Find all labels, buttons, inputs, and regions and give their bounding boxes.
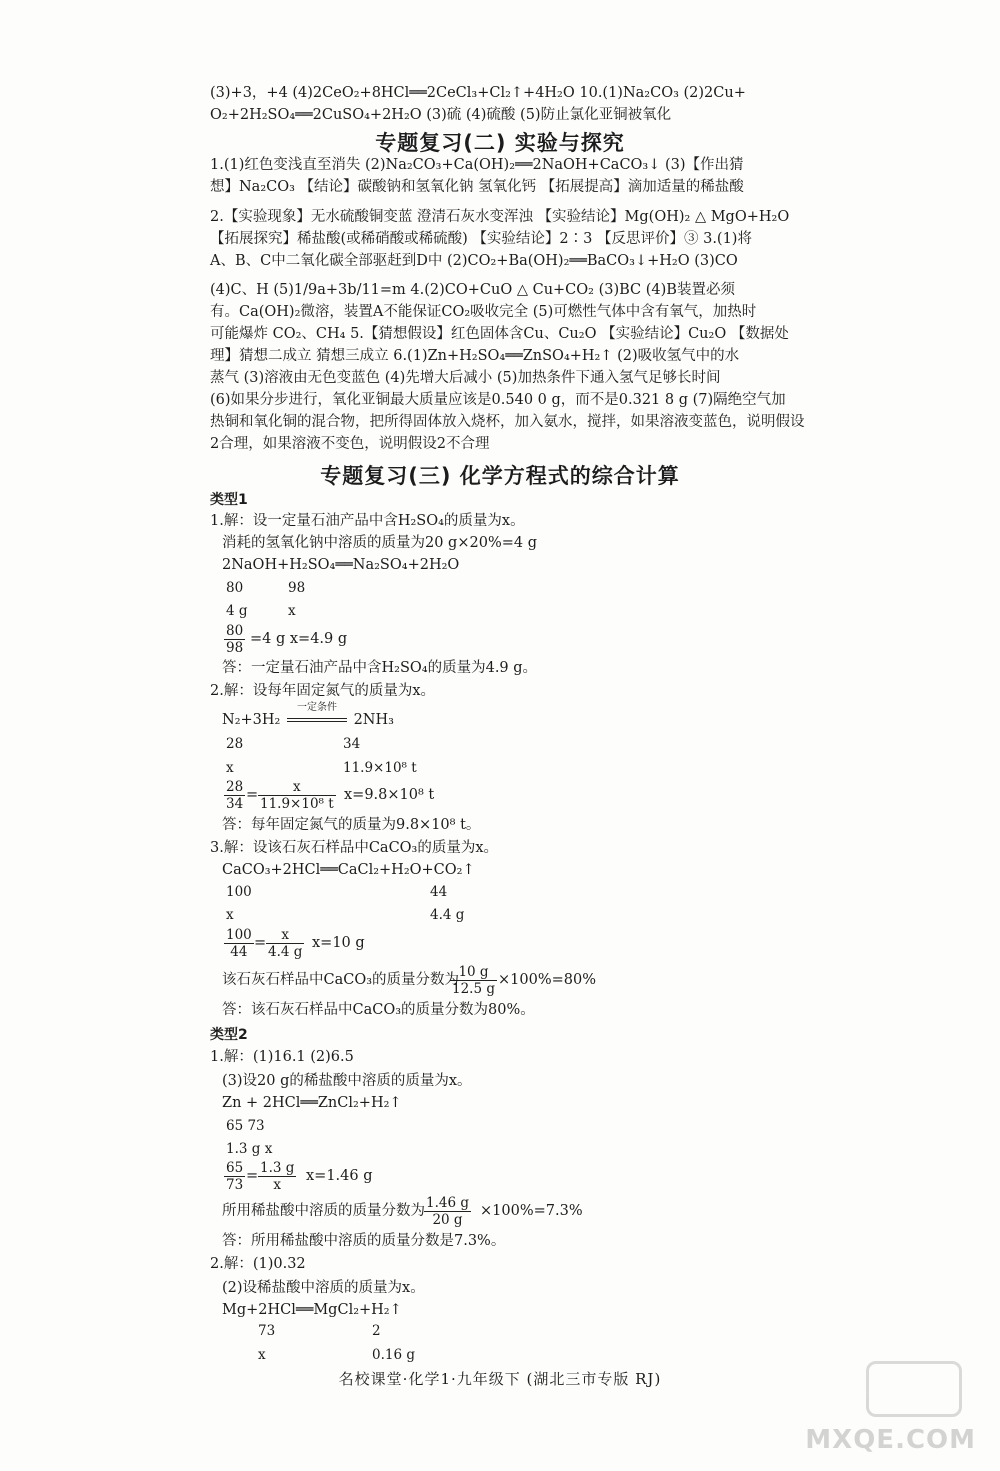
fraction-numerator: 28	[226, 779, 244, 795]
proportion-fraction	[224, 1160, 245, 1193]
answer-statement: 答：一定量石油产品中含H₂SO₄的质量为4.9 g。	[222, 660, 538, 676]
section-heading: 专题复习(三) 化学方程式的综合计算	[320, 464, 680, 488]
quantity: 4 g	[226, 603, 248, 619]
fraction-numerator: 1.3 g	[260, 1160, 295, 1176]
molar-mass: 2	[372, 1323, 381, 1339]
answer-line: 2.【实验现象】无水硫酸铜变蓝 澄清石灰水变浑浊 【实验结论】Mg(OH)₂ △ MgO+H₂O	[210, 209, 790, 225]
answer-line: 蒸气 (3)溶液由无色变蓝色 (4)先增大后减小 (5)加热条件下通入氢气足够长时间	[210, 370, 721, 386]
answer-line: 理】猜想二成立 猜想三成立 6.(1)Zn+H₂SO₄══ZnSO₄+H₂↑ (2)吸收氢气中的水	[210, 348, 740, 364]
answer-line: (4)C、H (5)1/9a+3b/11=m 4.(2)CO+CuO △ Cu+CO₂ (3)BC (4)B装置必须	[210, 282, 735, 298]
section-heading: 专题复习(二) 实验与探究	[375, 131, 625, 155]
quantity: x	[288, 603, 296, 619]
molar-mass: 65 73	[226, 1118, 265, 1134]
answer-line: 【拓展探究】稀盐酸(或稀硝酸或稀硫酸) 【实验结论】2∶3 【反思评价】③ 3.(1)将	[210, 231, 752, 247]
mass-fraction-result: ×100%=7.3%	[480, 1203, 583, 1219]
fraction-denominator: 4.4 g	[268, 944, 303, 960]
fraction-denominator: 12.5 g	[452, 981, 495, 997]
solution-line: (3)设20 g的稀盐酸中溶质的质量为x。	[222, 1073, 472, 1089]
answer-line: (6)如果分步进行，氧化亚铜最大质量应该是0.540 0 g，而不是0.321 8 g (7)隔绝空气加	[210, 392, 786, 408]
molar-mass: 100	[226, 884, 252, 900]
answer-statement: 答：所用稀盐酸中溶质的质量分数是7.3%。	[222, 1233, 506, 1249]
solution-line: 3.解：设该石灰石样品中CaCO₃的质量为x。	[210, 840, 499, 856]
mass-fraction-line: 所用稀盐酸中溶质的质量分数为	[222, 1203, 425, 1219]
quantity: 11.9×10⁸ t	[343, 760, 417, 776]
type-label: 类型2	[210, 1027, 248, 1043]
molar-mass: 34	[343, 736, 361, 752]
molar-mass: 44	[430, 884, 448, 900]
quantity: x	[226, 907, 234, 923]
proportion-fraction	[266, 927, 304, 960]
fraction-numerator: x	[258, 779, 336, 796]
solution-line: 2.解：(1)0.32	[210, 1256, 306, 1272]
solution-line: 1.解：设一定量石油产品中含H₂SO₄的质量为x。	[210, 513, 525, 529]
answer-line: 有。Ca(OH)₂微溶，装置A不能保证CO₂吸收完全 (5)可燃性气体中含有氧气，加热时	[210, 304, 757, 320]
fraction-denominator: 98	[226, 640, 244, 656]
answer-line: 想】Na₂CO₃ 【结论】碳酸钠和氢氧化钠 氢氧化钙 【拓展提高】滴加适量的稀盐酸	[210, 179, 744, 195]
answer-statement: 答：该石灰石样品中CaCO₃的质量分数为80%。	[222, 1002, 535, 1018]
watermark-text: MXQE.COM	[805, 1425, 976, 1455]
fraction-denominator: 44	[230, 944, 248, 960]
type-label: 类型1	[210, 492, 248, 508]
proportion-fraction	[224, 927, 254, 960]
quantity: 0.16 g	[372, 1347, 415, 1363]
proportion-fraction	[258, 1160, 296, 1193]
fraction-denominator: 20 g	[432, 1212, 463, 1228]
answer-line: 2合理，如果溶液不变色，说明假设2不合理	[210, 436, 490, 452]
proportion-fraction	[224, 623, 245, 656]
mass-fraction	[424, 1195, 471, 1228]
equation: Zn + 2HCl══ZnCl₂+H₂↑	[222, 1095, 402, 1111]
mass-fraction-line: 该石灰石样品中CaCO₃的质量分数为	[222, 972, 460, 988]
molar-mass: 28	[226, 736, 244, 752]
molar-mass: 98	[288, 580, 306, 596]
watermark-badge-icon	[866, 1361, 962, 1417]
proportion-fraction	[224, 779, 245, 812]
molar-mass: 73	[258, 1323, 276, 1339]
fraction-numerator: 65	[226, 1160, 244, 1176]
answer-line: 1.(1)红色变浅直至消失 (2)Na₂CO₃+Ca(OH)₂══2NaOH+CaCO₃↓ (3)【作出猜	[210, 157, 744, 173]
equation: 2NaOH+H₂SO₄══Na₂SO₄+2H₂O	[222, 557, 460, 573]
mass-fraction-result: ×100%=80%	[498, 972, 596, 988]
mass-fraction	[450, 964, 497, 997]
answer-line: (3)+3，+4 (4)2CeO₂+8HCl══2CeCl₃+Cl₂↑+4H₂O 10.(1)Na₂CO₃ (2)2Cu+	[210, 85, 746, 101]
fraction-denominator: x	[273, 1177, 282, 1193]
quantity: x	[258, 1347, 266, 1363]
fraction-numerator: x	[266, 927, 304, 944]
equation-right: 2NH₃	[353, 712, 394, 728]
fraction-numerator: 10 g	[450, 964, 497, 981]
answer-line: A、B、C中二氧化碳全部驱赶到D中 (2)CO₂+Ba(OH)₂══BaCO₃↓+H₂O (3)CO	[210, 253, 738, 269]
solution-line: 1.解：(1)16.1 (2)6.5	[210, 1049, 354, 1065]
answer-line: O₂+2H₂SO₄══2CuSO₄+2H₂O (3)硫 (4)硫酸 (5)防止氯化亚铜被氧化	[210, 107, 672, 123]
equation-left: N₂+3H₂	[222, 712, 281, 728]
solution-result: =4 g x=4.9 g	[250, 631, 348, 647]
quantity: 4.4 g	[430, 907, 465, 923]
solution-result: x=1.46 g	[306, 1168, 373, 1184]
reaction-condition: 一定条件	[296, 702, 337, 713]
equation: CaCO₃+2HCl══CaCl₂+H₂O+CO₂↑	[222, 862, 475, 878]
fraction-denominator: 73	[226, 1177, 244, 1193]
answer-line: 热铜和氧化铜的混合物，把所得固体放入烧杯，加入氨水，搅拌，如果溶液变蓝色，说明假设	[210, 414, 805, 430]
equation: Mg+2HCl══MgCl₂+H₂↑	[222, 1302, 402, 1318]
answer-line: 可能爆炸 CO₂、CH₄ 5.【猜想假设】红色固体含Cu、Cu₂O 【实验结论】Cu₂O 【数据处	[210, 326, 789, 342]
fraction-numerator: 1.46 g	[426, 1195, 469, 1211]
solution-result: x=9.8×10⁸ t	[344, 787, 435, 803]
solution-line: 消耗的氢氧化钠中溶质的质量为20 g×20%=4 g	[222, 535, 537, 551]
proportion-fraction	[258, 779, 336, 812]
watermark-logo	[805, 1351, 982, 1461]
fraction-denominator: 11.9×10⁸ t	[260, 796, 334, 812]
solution-line: (2)设稀盐酸中溶质的质量为x。	[222, 1280, 425, 1296]
answer-statement: 答：每年固定氮气的质量为9.8×10⁸ t。	[222, 817, 481, 833]
equation	[222, 702, 394, 730]
solution-result: x=10 g	[312, 935, 365, 951]
molar-mass: 80	[226, 580, 244, 596]
reaction-condition-arrow	[285, 702, 349, 730]
fraction-numerator: 100	[226, 927, 252, 943]
fraction-denominator: 34	[226, 796, 244, 812]
quantity: x	[226, 760, 234, 776]
page-footer: 名校课堂·化学1·九年级下 (湖北三市专版 RJ)	[338, 1370, 662, 1388]
solution-line: 2.解：设每年固定氮气的质量为x。	[210, 683, 436, 699]
quantity: 1.3 g x	[226, 1141, 273, 1157]
fraction-numerator: 80	[226, 623, 244, 639]
